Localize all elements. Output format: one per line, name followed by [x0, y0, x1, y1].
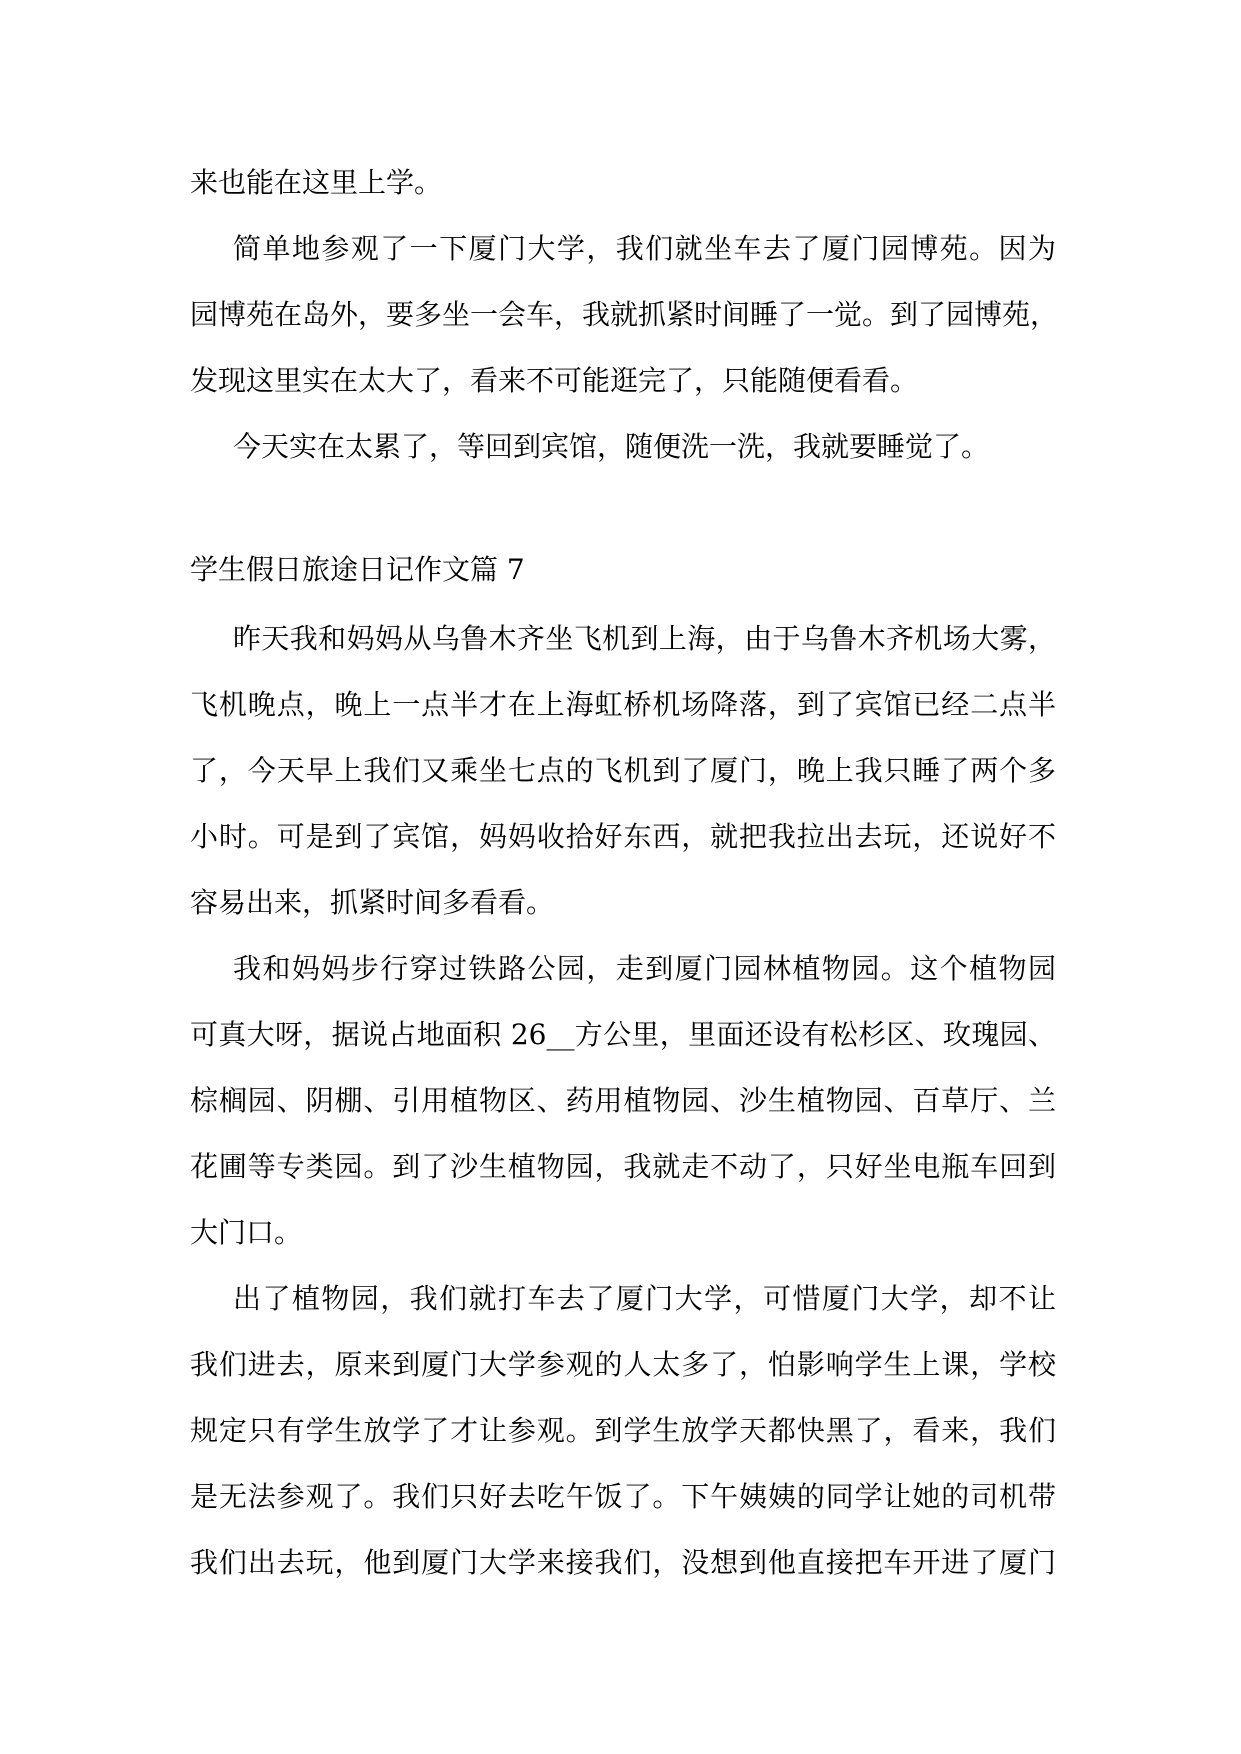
text-line: 小时。可是到了宾馆，妈妈收拾好东西，就把我拉出去玩，还说好不 — [190, 820, 1056, 853]
text-line: 昨天我和妈妈从乌鲁木齐坐飞机到上海，由于乌鲁木齐机场大雾， — [233, 622, 1056, 655]
text-line: 园博苑在岛外，要多坐一会车，我就抓紧时间睡了一觉。到了园博苑， — [190, 298, 1059, 331]
text-line: 是无法参观了。我们只好去吃午饭了。下午姨姨的同学让她的司机带 — [190, 1480, 1056, 1513]
text-line: 棕榈园、阴棚、引用植物区、药用植物园、沙生植物园、百草厅、兰 — [190, 1084, 1056, 1117]
paragraph — [190, 936, 1056, 1266]
section-heading-block — [190, 537, 1056, 603]
section-heading: 学生假日旅途日记作文篇 7 — [190, 553, 525, 586]
paragraph-continued — [190, 150, 1056, 216]
text-line: 今天实在太累了，等回到宾馆，随便洗一洗，我就要睡觉了。 — [233, 430, 990, 463]
paragraph — [190, 1266, 1056, 1596]
paragraph — [190, 414, 1056, 480]
text-line: 了，今天早上我们又乘坐七点的飞机到了厦门，晚上我只睡了两个多 — [190, 754, 1056, 787]
text-line: 我和妈妈步行穿过铁路公园，走到厦门园林植物园。这个植物园 — [233, 952, 1056, 985]
text-line: 我们出去玩，他到厦门大学来接我们，没想到他直接把车开进了厦门 — [190, 1546, 1056, 1579]
paragraph — [190, 216, 1059, 414]
text-line: 花圃等专类园。到了沙生植物园，我就走不动了，只好坐电瓶车回到 — [190, 1150, 1056, 1183]
document-body — [190, 150, 1059, 1596]
text-line: 发现这里实在太大了，看来不可能逛完了，只能随便看看。 — [190, 364, 919, 397]
text-line: 简单地参观了一下厦门大学，我们就坐车去了厦门园博苑。因为 — [233, 232, 1056, 265]
text-line: 大门口。 — [190, 1216, 303, 1249]
text-line: 规定只有学生放学了才让参观。到学生放学天都快黑了，看来，我们 — [190, 1414, 1056, 1447]
text-line: 来也能在这里上学。 — [190, 166, 443, 199]
text-line: 飞机晚点，晚上一点半才在上海虹桥机场降落，到了宾馆已经二点半 — [190, 688, 1056, 721]
text-line: 出了植物园，我们就打车去了厦门大学，可惜厦门大学，却不让 — [233, 1282, 1056, 1315]
text-line: 容易出来，抓紧时间多看看。 — [190, 886, 555, 919]
text-line: 我们进去，原来到厦门大学参观的人太多了，怕影响学生上课，学校 — [190, 1348, 1056, 1381]
paragraph — [190, 606, 1056, 936]
text-line: 可真大呀，据说占地面积 26__方公里，里面还设有松杉区、玫瑰园、 — [190, 1018, 1056, 1051]
